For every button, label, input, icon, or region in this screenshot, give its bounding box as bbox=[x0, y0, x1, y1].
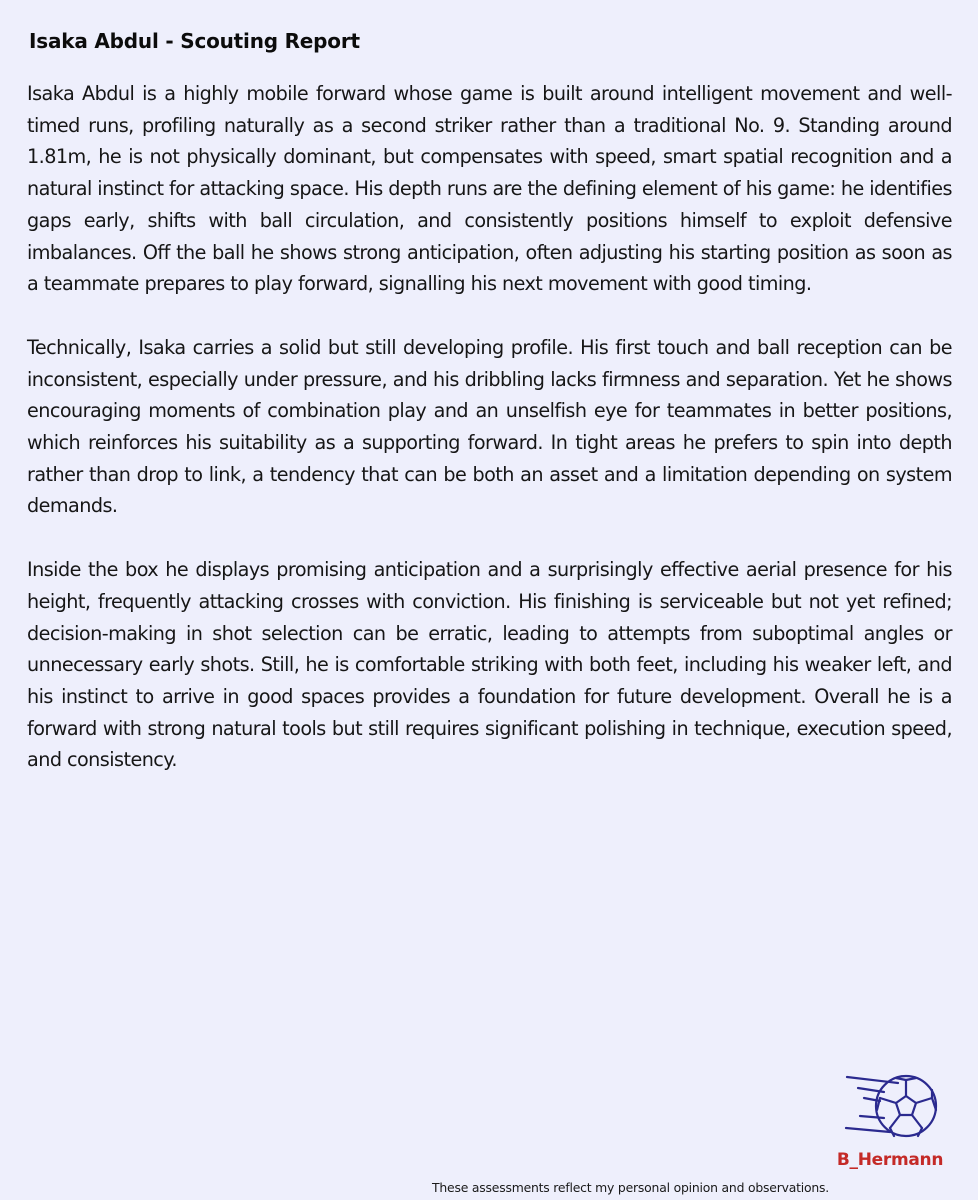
disclaimer-text: These assessments reflect my personal opinion and observations. bbox=[432, 1180, 830, 1195]
brand-name: B_Hermann bbox=[836, 1150, 944, 1170]
paragraph-technique: Technically, Isaka carries a solid but still developing profile. His first touch and ball reception can be inconsistent, especially under pressure, and his dribbling lacks firmness and separation. Yet he shows encouraging moments of combination play and an unselfish eye for teammates in better positions, which reinforces his suitability as a supporting forward. In tight areas he prefers to spin into depth rather than drop to link, a tendency that can be both an asset and a limitation depending on system demands. bbox=[27, 335, 952, 518]
paragraph-finishing: Inside the box he displays promising anticipation and a surprisingly effective aerial presence for his height, frequently attacking crosses with conviction. His finishing is serviceable but not yet refined; decision-making in shot selection can be erratic, leading to attempts from suboptimal angles or unnecessary early shots. Still, he is comfortable striking with both feet, including his weaker left, and his instinct to arrive in good spaces provides a foundation for future development. Overall he is a forward with strong natural tools but still requires significant polishing in technique, execution speed, and consistency. bbox=[27, 558, 952, 772]
page-title: Isaka Abdul - Scouting Report bbox=[29, 29, 360, 53]
paragraph-movement: Isaka Abdul is a highly mobile forward whose game is built around intelligent movement and well-timed runs, profiling naturally as a second striker rather than a traditional No. 9. Standing around 1.81m, he is not physically dominant, but compensates with speed, smart spatial recognition and a natural instinct for attacking space. His depth runs are the defining element of his game: he identifies gaps early, shifts with ball circulation, and consistently positions himself to exploit defensive imbalances. Off the ball he shows strong anticipation, often adjusting his starting position as soon as a teammate prepares to play forward, signalling his next movement with good timing. bbox=[27, 82, 952, 296]
report-body bbox=[27, 78, 952, 808]
soccer-ball-icon bbox=[840, 1070, 944, 1142]
